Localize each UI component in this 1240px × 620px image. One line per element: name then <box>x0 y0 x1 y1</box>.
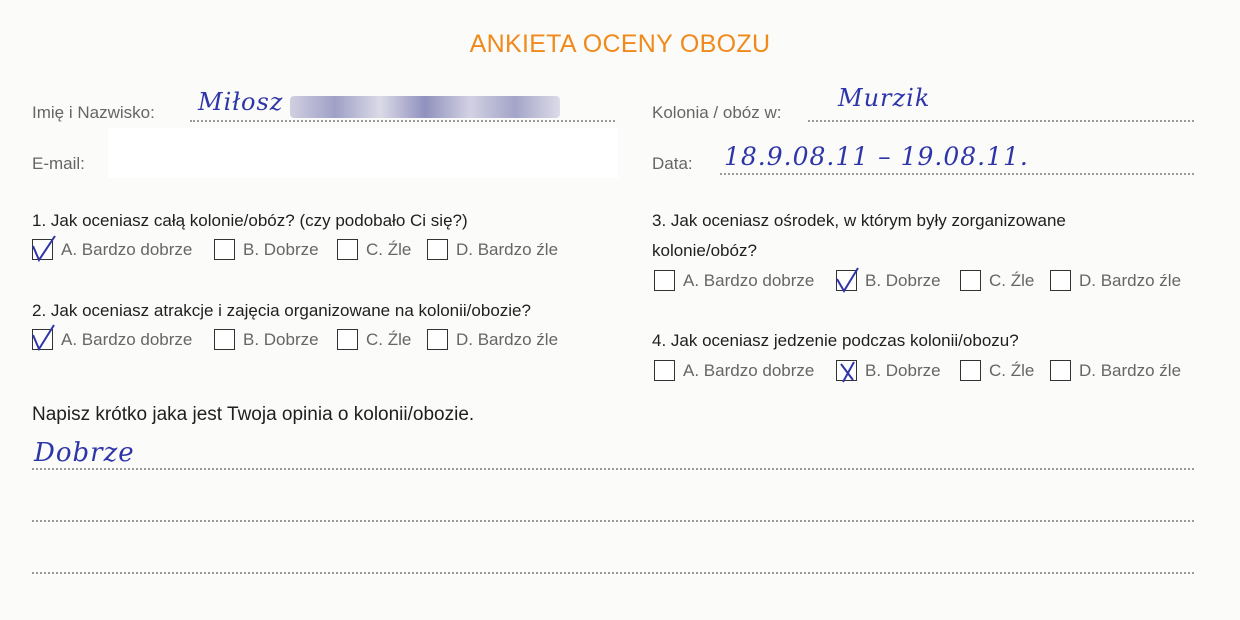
opinion-handwritten[interactable]: Dobrze <box>34 438 135 468</box>
q3-option-c[interactable] <box>960 270 1034 291</box>
q4-checkbox-c[interactable] <box>960 360 981 381</box>
q1-option-c-label: C. Źle <box>366 239 412 259</box>
question-1-text: 1. Jak oceniasz całą kolonie/obóz? (czy podobało Ci się?) <box>32 211 468 230</box>
checkmark-icon <box>30 234 58 264</box>
camp-handwritten[interactable]: Murzik <box>838 84 931 112</box>
q4-checkbox-a[interactable] <box>654 360 675 381</box>
q2-option-b[interactable] <box>214 329 319 350</box>
q2-option-d[interactable] <box>427 329 558 350</box>
q1-option-a[interactable] <box>32 239 192 260</box>
q4-option-d-label: D. Bardzo źle <box>1079 360 1182 380</box>
q3-option-d[interactable] <box>1050 270 1181 291</box>
q3-checkbox-d[interactable] <box>1050 270 1071 291</box>
q2-option-c[interactable] <box>337 329 411 350</box>
camp-label: Kolonia / obóz w: <box>652 103 782 122</box>
question-2-text: 2. Jak oceniasz atrakcje i zajęcia organizowane na kolonii/obozie? <box>32 301 531 320</box>
email-redaction[interactable] <box>108 128 618 178</box>
q4-option-d[interactable] <box>1050 360 1181 381</box>
opinion-heading: Napisz krótko jaka jest Twoja opinia o kolonii/obozie. <box>32 404 475 425</box>
opinion-line-1[interactable] <box>32 468 1194 470</box>
cross-mark-icon <box>834 355 862 385</box>
q4-checkbox-d[interactable] <box>1050 360 1071 381</box>
q1-option-d[interactable] <box>427 239 558 260</box>
q2-option-b-label: B. Dobrze <box>243 329 319 349</box>
form-title: ANKIETA OCENY OBOZU <box>469 30 771 58</box>
email-label: E-mail: <box>32 154 85 173</box>
q2-checkbox-d[interactable] <box>427 329 448 350</box>
date-handwritten[interactable]: 18.9.08.11 – 19.08.11. <box>724 142 1029 171</box>
q2-option-a-label: A. Bardzo dobrze <box>61 329 193 349</box>
question-4-text: 4. Jak oceniasz jedzenie podczas kolonii/obozu? <box>652 331 1019 350</box>
name-label: Imię i Nazwisko: <box>32 103 155 122</box>
question-3-line-1: 3. Jak oceniasz ośrodek, w którym były zorganizowane <box>652 211 1066 230</box>
q3-checkbox-b[interactable] <box>836 270 857 291</box>
q4-option-b[interactable] <box>836 360 941 381</box>
q3-option-b[interactable] <box>836 270 941 291</box>
q3-option-c-label: C. Źle <box>989 270 1035 290</box>
q1-checkbox-c[interactable] <box>337 239 358 260</box>
date-dotted-line <box>720 173 1194 175</box>
q1-option-d-label: D. Bardzo źle <box>456 239 559 259</box>
q2-checkbox-c[interactable] <box>337 329 358 350</box>
name-handwritten[interactable]: Miłosz <box>198 88 284 116</box>
q3-checkbox-a[interactable] <box>654 270 675 291</box>
q2-checkbox-b[interactable] <box>214 329 235 350</box>
name-dotted-line <box>190 120 615 122</box>
q4-option-a-label: A. Bardzo dobrze <box>683 360 815 380</box>
q3-option-b-label: B. Dobrze <box>865 270 941 290</box>
checkmark-icon <box>30 324 58 354</box>
q3-option-a-label: A. Bardzo dobrze <box>683 270 815 290</box>
date-label: Data: <box>652 154 693 173</box>
opinion-line-3[interactable] <box>32 572 1194 574</box>
q4-option-a[interactable] <box>654 360 814 381</box>
q4-option-c-label: C. Źle <box>989 360 1035 380</box>
q2-option-c-label: C. Źle <box>366 329 412 349</box>
q1-checkbox-b[interactable] <box>214 239 235 260</box>
name-blurred-surname <box>290 96 560 118</box>
question-3-line-2: kolonie/obóz? <box>652 241 757 260</box>
q4-checkbox-b[interactable] <box>836 360 857 381</box>
q1-option-b[interactable] <box>214 239 319 260</box>
q3-checkbox-c[interactable] <box>960 270 981 291</box>
q2-checkbox-a[interactable] <box>32 329 53 350</box>
q1-option-b-label: B. Dobrze <box>243 239 319 259</box>
question-3-text <box>652 207 1066 265</box>
checkmark-icon <box>834 265 862 295</box>
q2-option-d-label: D. Bardzo źle <box>456 329 559 349</box>
q3-option-d-label: D. Bardzo źle <box>1079 270 1182 290</box>
q2-option-a[interactable] <box>32 329 192 350</box>
q1-checkbox-d[interactable] <box>427 239 448 260</box>
q4-option-c[interactable] <box>960 360 1034 381</box>
camp-dotted-line <box>808 120 1194 122</box>
q1-checkbox-a[interactable] <box>32 239 53 260</box>
q1-option-a-label: A. Bardzo dobrze <box>61 239 193 259</box>
q4-option-b-label: B. Dobrze <box>865 360 941 380</box>
q1-option-c[interactable] <box>337 239 411 260</box>
opinion-line-2[interactable] <box>32 520 1194 522</box>
q3-option-a[interactable] <box>654 270 814 291</box>
